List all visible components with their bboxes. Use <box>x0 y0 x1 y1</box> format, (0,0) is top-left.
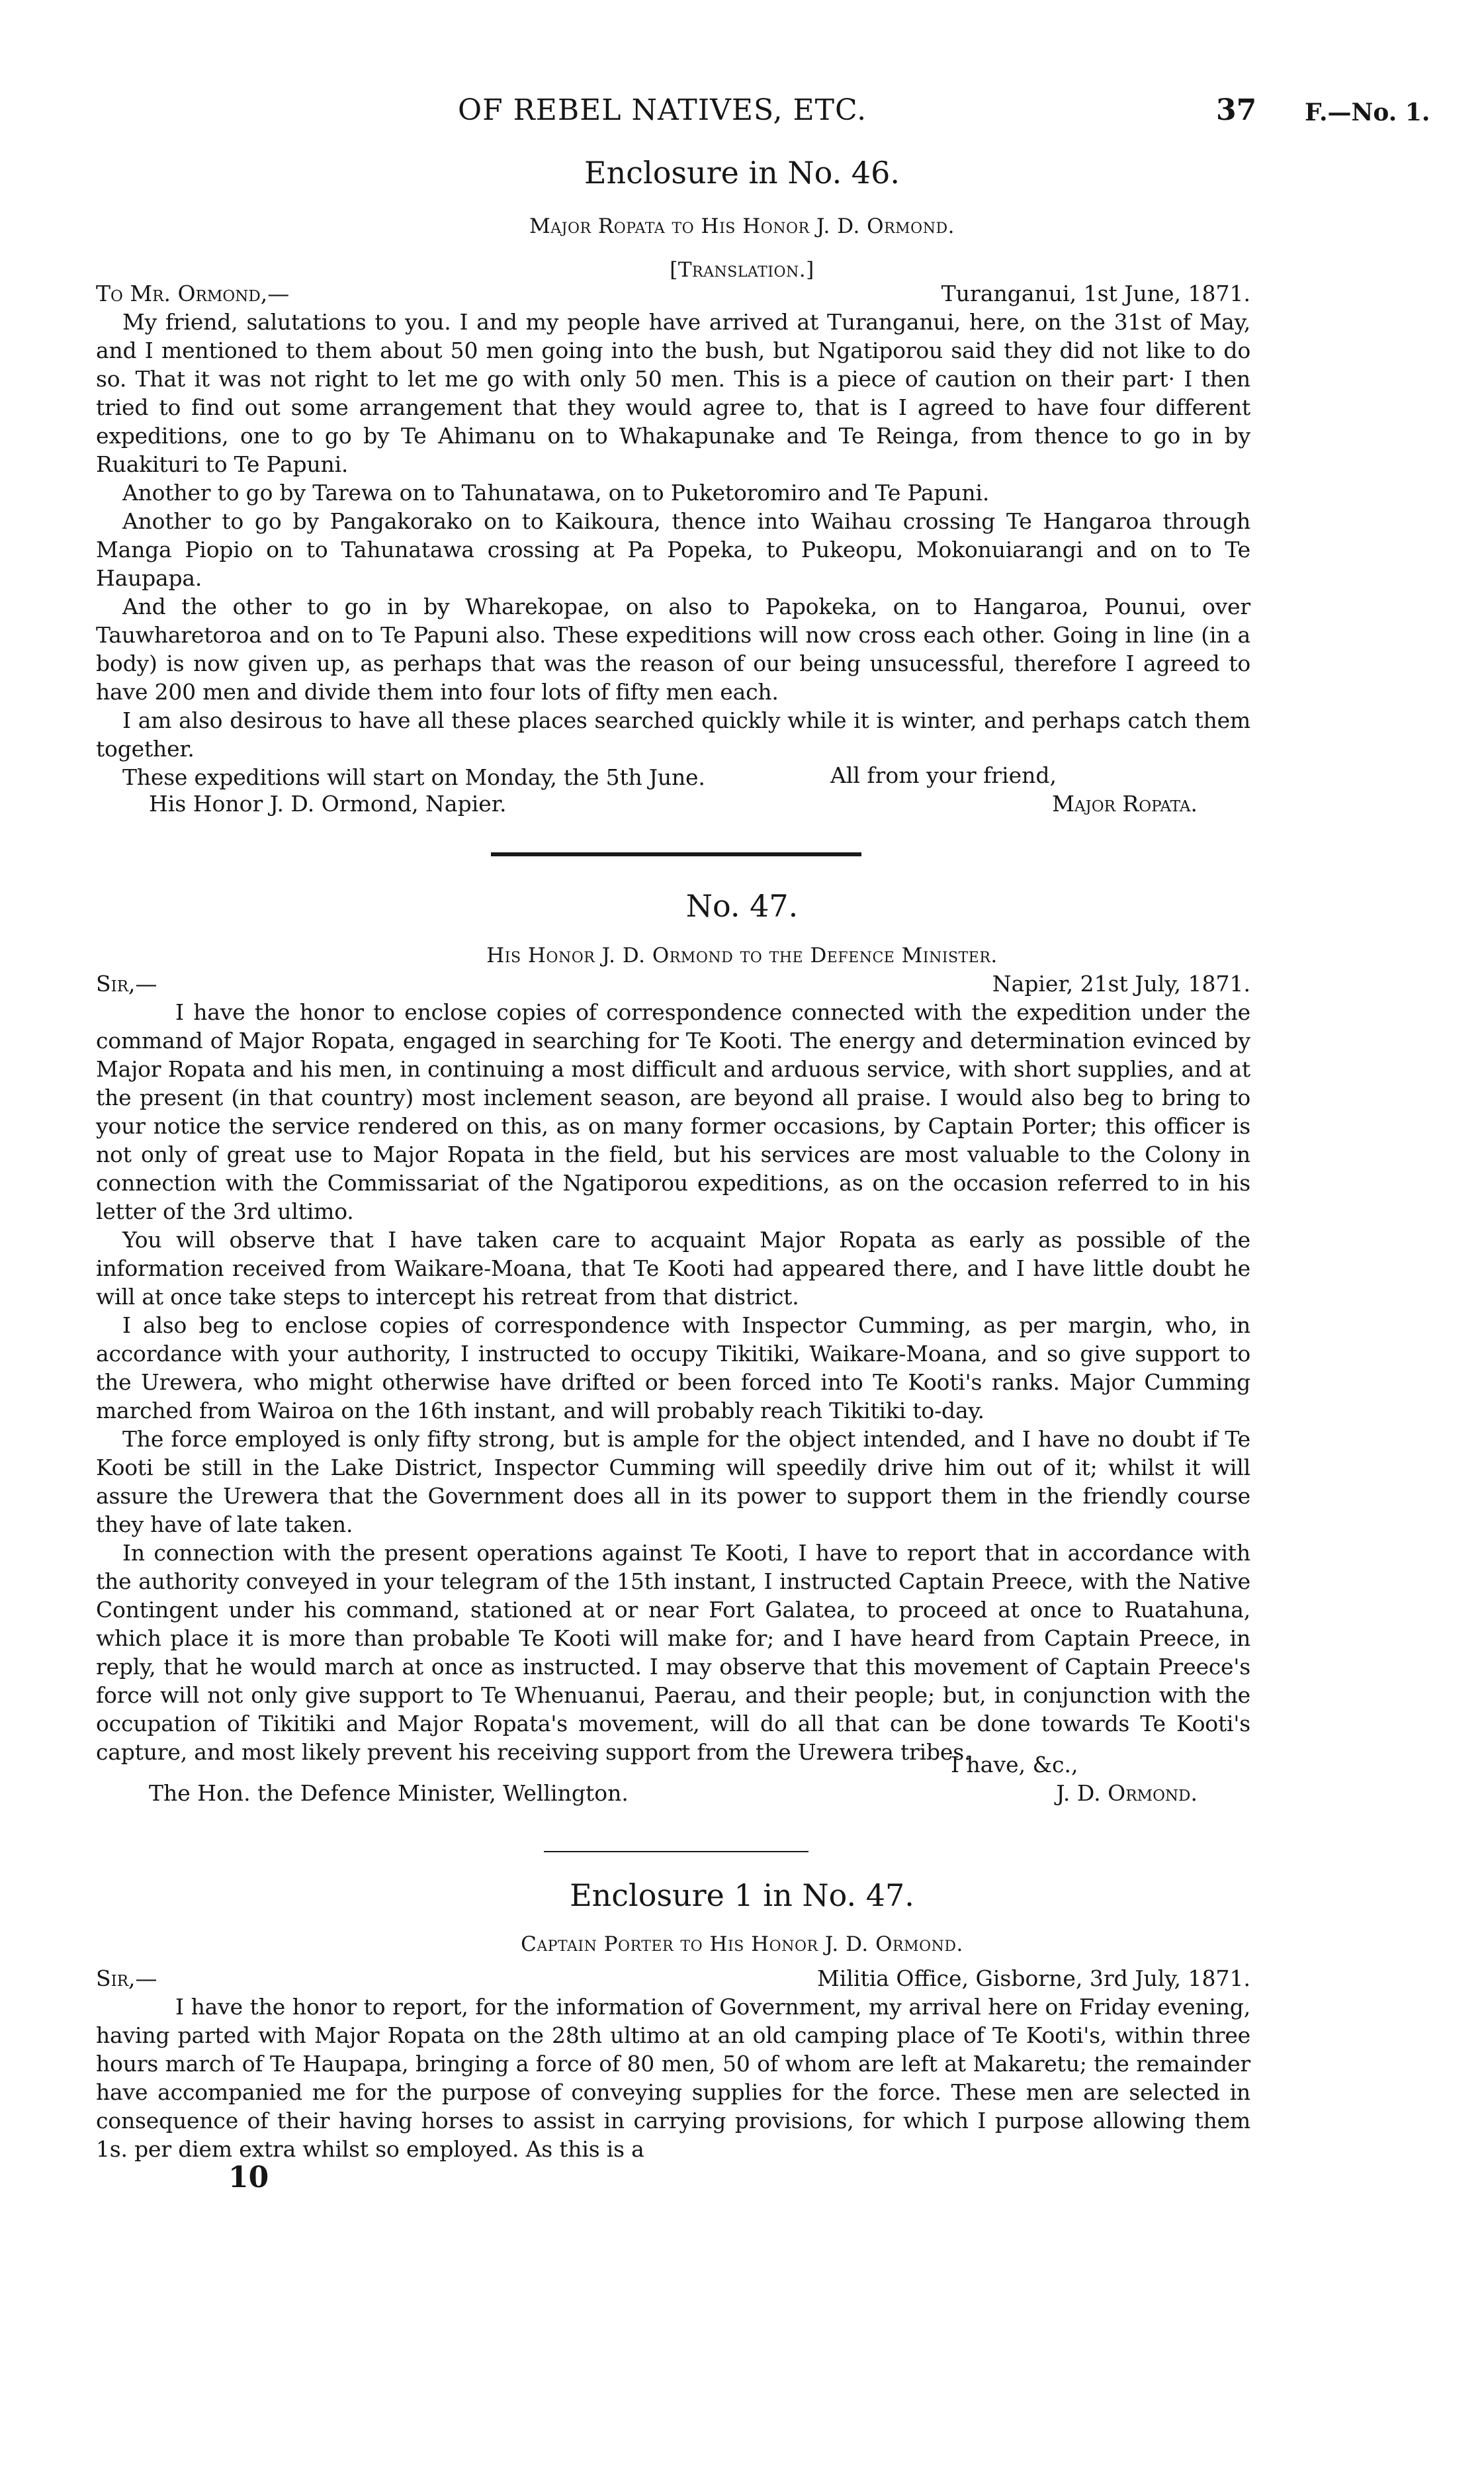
paragraph: I have the honor to report, for the information of Government, my arrival here on Friday evening, having parted with Major Ropata on the 28th ultimo at an old camping place of Te Kooti's, within three hours march of Te Haupapa, bringing a force of 80 men, 50 of whom are left at Makaretu; the remainder have accompanied me for the purpose of conveying supplies for the force. These men are selected in consequence of their having horses to assist in carrying provisions, for which I purpose allowing them 1s. per diem extra whilst so employed. As this is a <box>96 1994 1250 2162</box>
paragraph: Another to go by Tarewa on to Tahunatawa, on to Puketoromiro and Te Papuni. <box>122 480 990 506</box>
addressee: The Hon. the Defence Minister, Wellington. <box>149 1780 629 1806</box>
running-title: OF REBEL NATIVES, ETC. <box>458 93 867 127</box>
enclosure-1-47-subheading: Captain Porter to His Honor J. D. Ormond. <box>521 1932 963 1956</box>
salutation: Sir,— <box>96 971 157 997</box>
paragraph: These expeditions will start on Monday, the 5th June. <box>122 764 705 790</box>
paragraph: I am also desirous to have all these places searched quickly while it is winter, and perhaps catch them together. <box>96 707 1250 762</box>
no-47-body <box>96 998 1250 1766</box>
paragraph: I also beg to enclose copies of correspondence with Inspector Cumming, as per margin, who, in accordance with your authority, I instructed to occupy Tikitiki, Waikare-Moana, and so give support to the Urewera, who might otherwise have drifted or been forced into Te Kooti's ranks. Major Cumming marched from Wairoa on the 16th instant, and will probably reach Tikitiki to-day. <box>96 1312 1250 1423</box>
section-divider <box>491 852 861 856</box>
salutation: Sir,— <box>96 1965 157 1991</box>
no-47-subheading: His Honor J. D. Ormond to the Defence Minister. <box>486 944 998 967</box>
enclosure-46-signoff-row <box>96 789 1250 818</box>
document-reference: F.—No. 1. <box>1305 99 1430 126</box>
closing: All from your friend, <box>830 762 1057 788</box>
no-47-signoff-row <box>96 1779 1250 1807</box>
enclosure-46-body <box>96 308 1250 791</box>
signature-mark: 10 <box>228 2161 269 2194</box>
section-divider <box>544 1851 808 1852</box>
paragraph: I have the honor to enclose copies of correspondence connected with the expedition under the command of Major Ropata, engaged in searching for Te Kooti. The energy and determination evinced by Major Ropata and his men, in continuing a most difficult and arduous service, with short supplies, and at the present (in that country) most inclement season, are beyond all praise. I would also beg to bring to your notice the service rendered on this, as on many former occasions, by Captain Porter; this officer is not only of great use to Major Ropata in the field, but his services are most valuable to the Colony in connection with the Commissariat of the Ngatiporou expeditions, as on the occasion referred to in his letter of the 3rd ultimo. <box>96 999 1250 1224</box>
paragraph: Another to go by Pangakorako on to Kaikoura, thence into Waihau crossing Te Hangaroa through Manga Piopio on to Tahunatawa crossing at Pa Popeka, to Pukeopu, Mokonuiarangi and on to Te Haupapa. <box>96 508 1250 591</box>
place-date: Turanganui, 1st June, 1871. <box>941 281 1250 306</box>
enclosure-1-47-body <box>96 1993 1250 2163</box>
paragraph: And the other to go in by Wharekopae, on also to Papokeka, on to Hangaroa, Pounui, over Tauwharetoroa and on to Te Papuni also. These expeditions will now cross each other. Going in line (in a body) is now given up, as perhaps that was the reason of our being unsucessful, therefore I agreed to have 200 men and divide them into four lots of fifty men each. <box>96 594 1250 705</box>
closing: I have, &c., <box>951 1752 1078 1777</box>
enclosure-46-closing-row <box>96 761 1250 789</box>
enclosure-1-47-salutation-row <box>96 1964 1250 1993</box>
no-47-salutation-row <box>96 969 1250 998</box>
translation-note: [Translation.] <box>670 258 814 282</box>
paragraph: The force employed is only fifty strong, but is ample for the object intended, and I have no doubt if Te Kooti be still in the Lake District, Inspector Cumming will speedily drive him out of it; whilst it will assure the Urewera that the Government does all in its power to support them in the friendly course they have of late taken. <box>96 1426 1250 1537</box>
addressee: His Honor J. D. Ormond, Napier. <box>149 791 507 817</box>
signature: J. D. Ormond. <box>1056 1780 1198 1806</box>
salutation: To Mr. Ormond,— <box>96 281 290 306</box>
paragraph: In connection with the present operations against Te Kooti, I have to report that in accordance with the authority conveyed in your telegram of the 15th instant, I instructed Captain Preece, with the Native Contingent under his command, stationed at or near Fort Galatea, to proceed at once to Ruatahuna, which place it is more than probable Te Kooti will make for; and I have heard from Captain Preece, in reply, that he would march at once as instructed. I may observe that this movement of Captain Preece's force will not only give support to Te Whenuanui, Paerau, and their people; but, in conjunction with the occupation of Tikitiki and Major Ropata's movement, will do all that can be done towards Te Kooti's capture, and most likely prevent his receiving support from the Urewera tribes. <box>96 1540 1250 1765</box>
enclosure-46-heading: Enclosure in No. 46. <box>584 155 900 191</box>
place-date: Militia Office, Gisborne, 3rd July, 1871. <box>817 1965 1250 1991</box>
paragraph: My friend, salutations to you. I and my people have arrived at Turanganui, here, on the 31st of May, and I mentioned to them about 50 men going into the bush, but Ngatiporou said they did not like to do so. That it was not right to let me go with only 50 men. This is a piece of caution on their part· I then tried to find out some arrangement that they would agree to, that is I agreed to have four different expeditions, one to go by Te Ahimanu on to Whakapunake and Te Reinga, from thence to go in by Ruakituri to Te Papuni. <box>96 309 1250 477</box>
no-47-closing-row <box>96 1750 1250 1779</box>
page-number: 37 <box>1216 93 1257 127</box>
no-47-heading: No. 47. <box>685 888 799 924</box>
enclosure-46-salutation-row <box>96 279 1250 308</box>
signature: Major Ropata. <box>1052 791 1198 817</box>
enclosure-1-47-heading: Enclosure 1 in No. 47. <box>570 1877 914 1913</box>
paragraph: You will observe that I have taken care to acquaint Major Ropata as early as possible of the information received from Waikare-Moana, that Te Kooti had appeared there, and I have little doubt he will at once take steps to intercept his retreat from that district. <box>96 1227 1250 1310</box>
enclosure-46-subheading: Major Ropata to His Honor J. D. Ormond. <box>529 214 955 238</box>
place-date: Napier, 21st July, 1871. <box>992 971 1250 997</box>
